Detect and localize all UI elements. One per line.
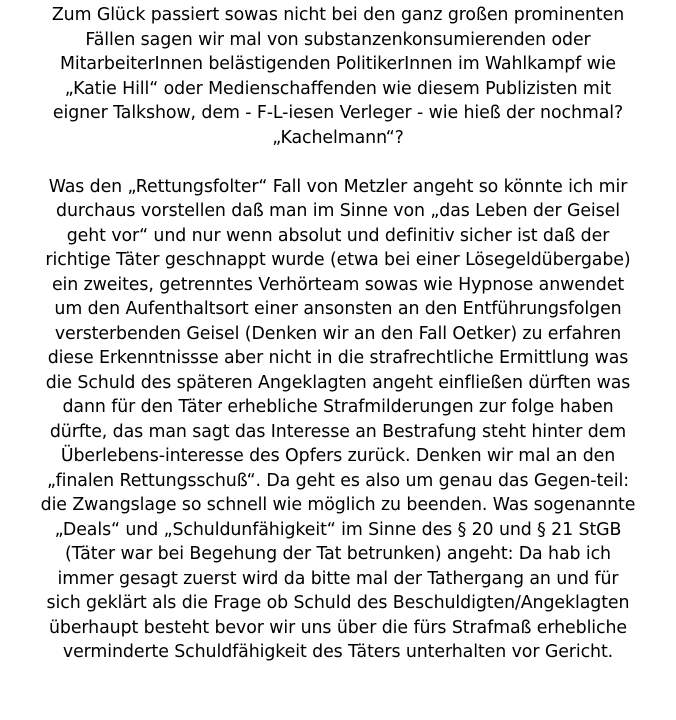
text-line: diese Erkenntnissse aber nicht in die strafrechtliche Ermittlung was [47, 348, 629, 368]
text-line: die Zwangslage so schnell wie möglich zu beenden. Was sogenannte [40, 495, 636, 515]
text-line: die Schuld des späteren Angeklagten angeht einfließen dürften was [45, 372, 631, 393]
text-line: sich geklärt als die Frage ob Schuld des Beschuldigten/Angeklagten [46, 593, 630, 613]
text-line: Zum Glück passiert sowas nicht bei den ganz großen prominenten [51, 5, 625, 25]
text-line: „Kachelmann“? [272, 127, 404, 148]
text-line: „finalen Rettungsschuß“. Da geht es also um genau das Gegen-teil: [46, 470, 630, 491]
text-line: MitarbeiterInnen belästigenden PolitikerInnen im Wahlkampf wie [59, 54, 617, 74]
text-line: „Katie Hill“ oder Medienschaffenden wie diesem Publizisten mit [64, 78, 612, 99]
text-line: um den Aufenthaltsort einer ansonsten an den Entführungsfolgen [54, 299, 622, 319]
text-line: Fällen sagen wir mal von substanzenkonsumierenden oder [85, 29, 591, 50]
text-line: (Täter war bei Begehung der Tat betrunken) angeht: Da hab ich [65, 544, 611, 564]
text-line: Überlebens-interesse des Opfers zurück. Denken wir mal an den [60, 446, 616, 466]
text-line: versterbenden Geisel (Denken wir an den Fall Oetker) zu erfahren [54, 323, 622, 344]
text-line: Was den „Rettungsfolter“ Fall von Metzler angeht so könnte ich mir [48, 176, 628, 197]
text-line: richtige Täter geschnappt wurde (etwa bei einer Lösegeldübergabe) [45, 250, 631, 270]
text-line: verminderte Schuldfähigkeit des Täters unterhalten vor Gericht. [62, 642, 614, 662]
paragraph-2 [0, 175, 676, 665]
text-line: dann für den Täter erhebliche Strafmilderungen zur folge haben [62, 397, 614, 417]
text-line: überhaupt besteht bevor wir uns über die fürs Strafmaß erhebliche [48, 617, 628, 638]
text-line: immer gesagt zuerst wird da bitte mal der Tathergang an und für [57, 568, 619, 589]
paragraph-gap [0, 150, 676, 175]
text-line: dürfte, das man sagt das Interesse an Bestrafung steht hinter dem [49, 421, 627, 442]
text-line: geht vor“ und nur wenn absolut und definitiv sicher ist daß der [66, 225, 610, 246]
text-line: durchaus vorstellen daß man im Sinne von „das Leben der Geisel [56, 201, 620, 221]
text-line: eigner Talkshow, dem - F-L-iesen Verleger - wie hieß der nochmal? [52, 103, 624, 123]
text-line: ein zweites, getrenntes Verhörteam sowas wie Hypnose anwendet [51, 274, 625, 295]
paragraph-1 [0, 3, 676, 150]
document-body [0, 3, 676, 665]
text-line: „Deals“ und „Schuldunfähigkeit“ im Sinne des § 20 und § 21 StGB [54, 519, 622, 540]
